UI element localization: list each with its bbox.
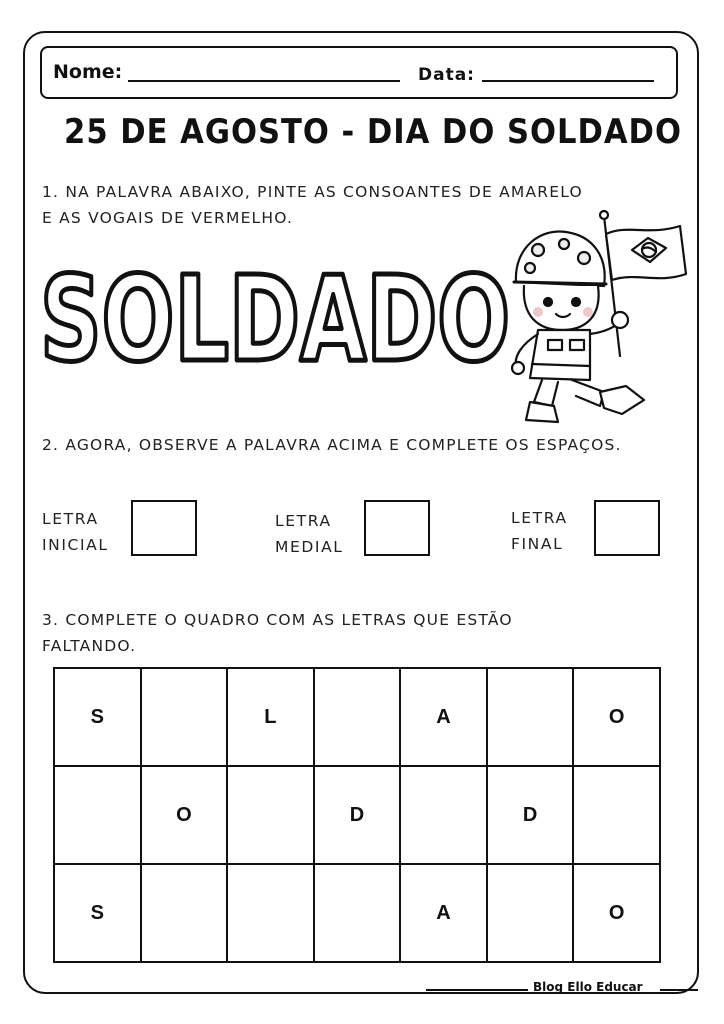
date-label: Data: — [418, 65, 475, 85]
initial-letter-box[interactable] — [131, 500, 197, 556]
grid-row — [54, 864, 660, 962]
initial-letter-label: LETRA INICIAL — [42, 510, 109, 554]
medial-letter-label: LETRA MEDIAL — [275, 512, 344, 556]
final-letter-label: LETRA FINAL — [511, 509, 568, 553]
name-field[interactable] — [128, 80, 400, 82]
footer-credit: Blog Ello Educar — [533, 980, 643, 994]
grid-cell[interactable] — [314, 864, 401, 962]
grid-cell[interactable]: D — [487, 766, 574, 864]
grid-cell[interactable] — [227, 766, 314, 864]
question-3 — [42, 607, 602, 659]
date-field[interactable] — [482, 80, 654, 82]
question-1-line-2: E AS VOGAIS DE VERMELHO. — [42, 209, 294, 227]
grid-cell[interactable] — [400, 766, 487, 864]
grid-cell[interactable] — [141, 864, 228, 962]
grid-cell[interactable]: A — [400, 668, 487, 766]
medial-letter-box[interactable] — [364, 500, 430, 556]
grid-cell[interactable]: D — [314, 766, 401, 864]
grid-cell[interactable]: A — [400, 864, 487, 962]
grid-row — [54, 668, 660, 766]
page-title: 25 DE AGOSTO - DIA DO SOLDADO — [64, 112, 682, 152]
grid-cell[interactable] — [54, 766, 141, 864]
question-3-line-1: 3. COMPLETE O QUADRO COM AS LETRAS QUE ESTÃO — [42, 611, 513, 629]
question-2: 2. AGORA, OBSERVE A PALAVRA ACIMA E COMPLETE OS ESPAÇOS. — [42, 436, 622, 454]
name-label: Nome: — [53, 61, 123, 83]
grid-cell[interactable]: O — [573, 864, 660, 962]
grid-cell[interactable]: S — [54, 864, 141, 962]
grid-cell[interactable] — [227, 864, 314, 962]
footer-divider-left — [426, 989, 528, 991]
grid-cell[interactable] — [487, 864, 574, 962]
grid-cell[interactable] — [141, 668, 228, 766]
final-letter-box[interactable] — [594, 500, 660, 556]
grid-cell[interactable] — [573, 766, 660, 864]
grid-cell[interactable]: O — [573, 668, 660, 766]
grid-cell[interactable] — [314, 668, 401, 766]
grid-cell[interactable] — [487, 668, 574, 766]
big-word-outline[interactable] — [36, 250, 516, 388]
grid-cell[interactable]: O — [141, 766, 228, 864]
grid-cell[interactable]: L — [227, 668, 314, 766]
big-word-text[interactable]: SOLDADO — [40, 250, 510, 388]
name-date-header — [40, 46, 678, 99]
soldier-with-flag-illustration — [508, 206, 692, 430]
question-3-line-2: FALTANDO. — [42, 637, 137, 655]
letters-grid — [53, 667, 661, 963]
grid-row — [54, 766, 660, 864]
question-1-line-1: 1. NA PALAVRA ABAIXO, PINTE AS CONSOANTES DE AMARELO — [42, 183, 583, 201]
footer-divider-right — [660, 989, 698, 991]
grid-cell[interactable]: S — [54, 668, 141, 766]
